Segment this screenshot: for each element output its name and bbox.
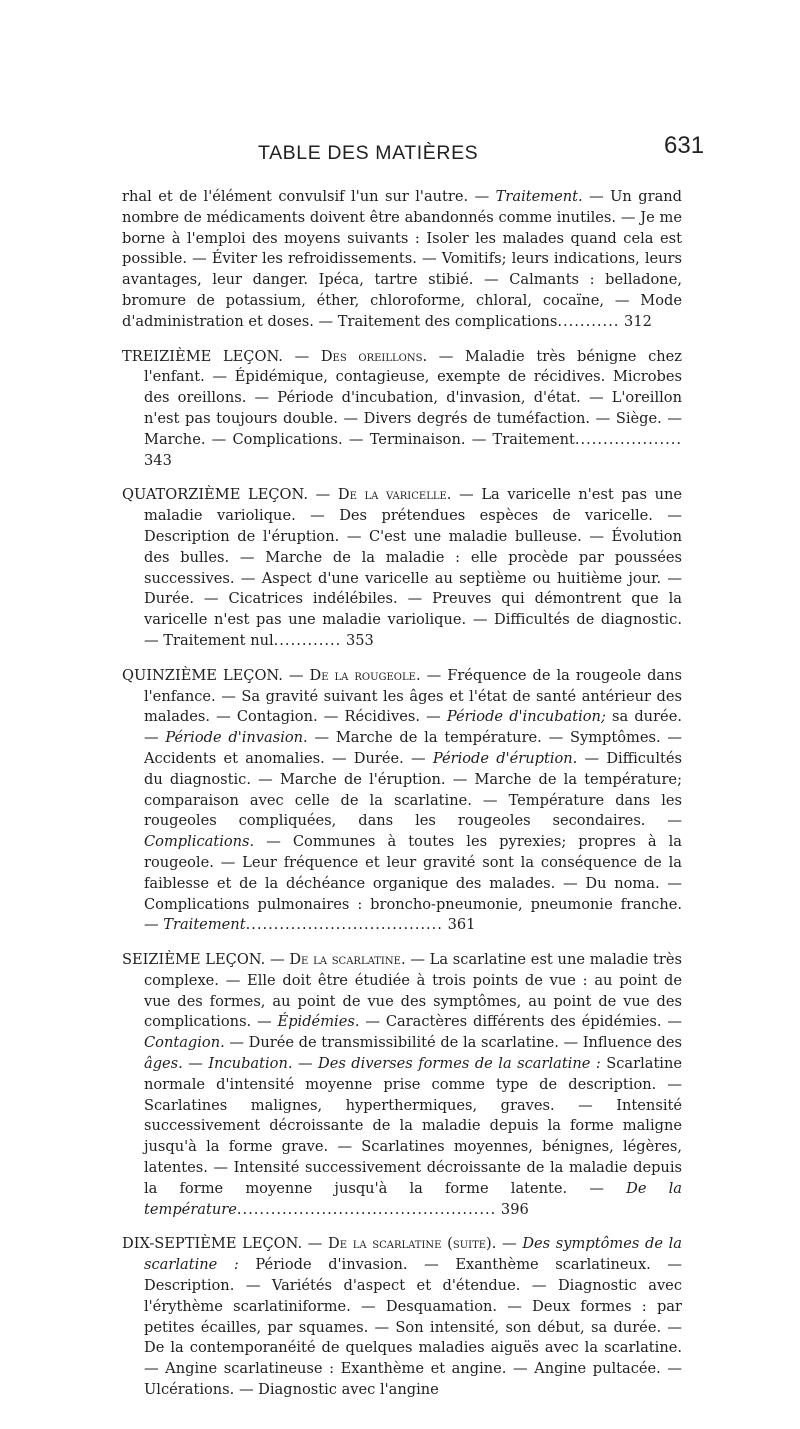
entry-text: Scarlatine normale d'intensité moyenne prise comme type de description. — Scarlatines malignes, hyperthermiques, graves. — Intensité successivement décroissante de la maladie depuis la forme maligne jusqu'à la forme grave. — Scarlatines moyennes, bénignes, légères, latentes. — Intensité successivement décroissante de la maladie depuis la forme moyenne jusqu'à la forme latente. —	[144, 1055, 683, 1197]
entry-text: La varicelle n'est pas une maladie variolique. — Des prétendues espèces de varicelle. — Description de l'éruption. — C'est une maladie bulleuse. — Évolution des bulles. — Marche de la maladie : elle procède par poussées successives. — Aspect d'une varicelle au septième ou huitième jour. — Durée. — Cicatrices indélébiles. — Preuves qui démontrent que la varicelle n'est pas une maladie variolique. — Difficultés de diagnostic. — Traitement nul	[144, 486, 683, 649]
entry-italic: Des diverses formes de la scarlatine :	[318, 1055, 601, 1073]
entry-italic: Période d'invasion.	[165, 729, 308, 747]
entry-text: — Caractères différents des épidémies. —	[359, 1013, 682, 1031]
entry-italic: Épidémies.	[277, 1013, 360, 1031]
dot-leader: ............	[273, 631, 342, 649]
entry-text: La scarlatine est une maladie très complexe. — Elle doit être étudiée à trois points de vue : au point de vue des formes, au point de vue des symptômes, au point de vue des complications. —	[144, 951, 682, 1031]
entry-page-number: 396	[500, 1200, 529, 1218]
entry-italic: âges.	[144, 1055, 183, 1073]
entry-italic: De la température	[144, 1179, 682, 1218]
entry-text: Fréquence de la rougeole dans l'enfance. — Sa gravité suivant les âges et l'état de santé antérieur des malades. — Contagion. — Récidives. —	[144, 666, 683, 726]
dot-leader: ..............................................	[236, 1200, 497, 1218]
lesson-heading: QUINZIÈME LEÇON.	[122, 666, 283, 684]
lesson-topic: Des oreillons	[320, 347, 423, 365]
entry-italic: Traitement	[163, 916, 246, 934]
entry-italic: Contagion.	[144, 1034, 225, 1052]
entry-page-number: 343	[144, 451, 172, 469]
toc-entry-lesson-13: TREIZIÈME LEÇON. — Des oreillons. — Maladie très bénigne chez l'enfant. — Épidémique, contagieuse, exempte de récidives. Microbes des oreillons. — Période d'incubation, d'invasion, d'état. — L'oreillon n'est pas toujours double. — Divers degrés de tuméfaction. — Siège. — Marche. — Complications. — Terminaison. — Traitement................... 343	[122, 347, 682, 469]
table-of-contents	[122, 187, 682, 1415]
entry-page-number: 353	[345, 631, 374, 649]
lesson-heading: SEIZIÈME LEÇON.	[122, 951, 266, 969]
lesson-topic: De la rougeole	[309, 666, 416, 684]
entry-italic: Période d'éruption.	[432, 749, 578, 767]
entry-text: Maladie très bénigne chez l'enfant. — Épidémique, contagieuse, exempte de récidives. Microbes des oreillons. — Période d'incubation, d'invasion, d'état. — L'oreillon n'est pas toujours double. — Divers degrés de tuméfaction. — Siège. — Marche. — Complications. — Terminaison. — Traitement	[144, 347, 682, 448]
entry-text: — Difficultés du diagnostic. — Marche de l'éruption. — Marche de la température; comparaison avec celle de la scarlatine. — Température dans les rougeoles compliquées, dans les rougeoles secondaires. —	[144, 749, 682, 830]
entry-text: — Marche de la température. — Symptômes. — Accidents et anomalies. — Durée. —	[144, 729, 682, 767]
entry-italic: Des symptômes de la scarlatine :	[144, 1235, 683, 1274]
page-number: 631	[664, 132, 705, 159]
entry-page-number: 312	[624, 312, 652, 330]
entry-text: —	[182, 1055, 209, 1073]
lesson-topic-suffix: (suite)	[447, 1235, 492, 1253]
dot-leader: ...................	[574, 430, 682, 448]
entry-text: —	[292, 1055, 319, 1073]
lesson-heading: QUATORZIÈME LEÇON.	[122, 486, 308, 504]
entry-italic: Traitement.	[495, 188, 583, 205]
entry-text: — Un grand nombre de médicaments doivent être abandonnés comme inutiles. — Je me borne à l'emploi des moyens suivants : Isoler les malades quand cela est possible. — Éviter les refroidissements. — Vomitifs; leurs indications, leurs avantages, leur danger. Ipéca, tartre stibié. — Calmants : belladone, bromure de potassium, éther, chloroforme, chloral, cocaïne, — Mode d'administration et doses. — Traitement des complications	[122, 188, 683, 330]
lesson-heading: TREIZIÈME LEÇON.	[122, 347, 283, 365]
entry-italic: Période d'incubation;	[446, 708, 606, 726]
entry-text: sa durée. —	[144, 708, 682, 747]
entry-text: rhal et de l'élément convulsif l'un sur l'autre. —	[122, 188, 496, 205]
entry-italic: Incubation.	[208, 1055, 293, 1073]
running-title: TABLE DES MATIÈRES	[258, 142, 479, 164]
entry-text: — Durée de transmissibilité de la scarlatine. — Influence des	[224, 1034, 682, 1052]
toc-entry-lesson-17: DIX-SEPTIÈME LEÇON. — De la scarlatine (suite). — Des symptômes de la scarlatine : Période d'invasion. — Exanthème scarlatineux. — Description. — Variétés d'aspect et d'étendue. — Diagnostic avec l'érythème scarlatiniforme. — Desquamation. — Deux formes : par petites écailles, par squames. — Son intensité, son début, sa durée. — De la contemporanéité de quelques maladies aiguës avec la scarlatine. — Angine scarlatineuse : Exanthème et angine. — Angine pultacée. — Ulcérations. — Diagnostic avec l'angine	[122, 1235, 683, 1399]
toc-entry-lesson-16: SEIZIÈME LEÇON. — De la scarlatine. — La scarlatine est une maladie très complexe. — Elle doit être étudiée à trois points de vue : au point de vue des formes, au point de vue des symptômes, au point de vue des complications. — Épidémies. — Caractères différents des épidémies. — Contagion. — Durée de transmissibilité de la scarlatine. — Influence des âges. — Incubation. — Des diverses formes de la scarlatine : Scarlatine normale d'intensité moyenne prise comme type de description. — Scarlatines malignes, hyperthermiques, graves. — Intensité successivement décroissante de la maladie depuis la forme maligne jusqu'à la forme grave. — Scarlatines moyennes, bénignes, légères, latentes. — Intensité successivement décroissante de la maladie depuis la forme moyenne jusqu'à la forme latente. — De la température.............................................. 396	[122, 951, 683, 1218]
entry-page-number: 361	[447, 916, 476, 934]
lesson-topic: De la scarlatine	[328, 1235, 442, 1253]
toc-entry-lesson-15: QUINZIÈME LEÇON. — De la rougeole. — Fréquence de la rougeole dans l'enfance. — Sa gravité suivant les âges et l'état de santé antérieur des malades. — Contagion. — Récidives. — Période d'incubation; sa durée. — Période d'invasion. — Marche de la température. — Symptômes. — Accidents et anomalies. — Durée. — Période d'éruption. — Difficultés du diagnostic. — Marche de l'éruption. — Marche de la température; comparaison avec celle de la scarlatine. — Température dans les rougeoles compliquées, dans les rougeoles secondaires. — Complications. — Communes à toutes les pyrexies; propres à la rougeole. — Leur fréquence et leur gravité sont la conséquence de la faiblesse et de la déchéance organique des malades. — Du noma. — Complications pulmonaires : broncho-pneumonie, pneumonie franche. — Traitement................................... 361	[122, 666, 683, 934]
toc-entry-lesson-14: QUATORZIÈME LEÇON. — De la varicelle. — La varicelle n'est pas une maladie variolique. — Des prétendues espèces de varicelle. — Description de l'éruption. — C'est une maladie bulleuse. — Évolution des bulles. — Marche de la maladie : elle procède par poussées successives. — Aspect d'une varicelle au septième ou huitième jour. — Durée. — Cicatrices indélébiles. — Preuves qui démontrent que la varicelle n'est pas une maladie variolique. — Difficultés de diagnostic. — Traitement nul............ 353	[122, 486, 683, 649]
dot-leader: ...........	[557, 312, 620, 330]
entry-text: Période d'invasion. — Exanthème scarlatineux. — Description. — Variétés d'aspect et d'étendue. — Diagnostic avec l'érythème scarlatiniforme. — Desquamation. — Deux formes : par petites écailles, par squames. — Son intensité, son début, sa durée. — De la contemporanéité de quelques maladies aiguës avec la scarlatine. — Angine scarlatineuse : Exanthème et angine. — Angine pultacée. — Ulcérations. — Diagnostic avec l'angine	[144, 1256, 682, 1399]
entry-italic: Complications.	[144, 833, 255, 851]
lesson-heading: DIX-SEPTIÈME LEÇON.	[122, 1235, 303, 1253]
lesson-topic: De la scarlatine	[289, 951, 401, 969]
dot-leader: ...................................	[245, 916, 443, 934]
lesson-topic: De la varicelle	[337, 486, 447, 504]
toc-entry-continuation	[122, 187, 682, 333]
entry-text: — Communes à toutes les pyrexies; propres à la rougeole. — Leur fréquence et leur gravité sont la conséquence de la faiblesse et de la déchéance organique des malades. — Du noma. — Complications pulmonaires : broncho-pneumonie, pneumonie franche. —	[144, 833, 682, 934]
